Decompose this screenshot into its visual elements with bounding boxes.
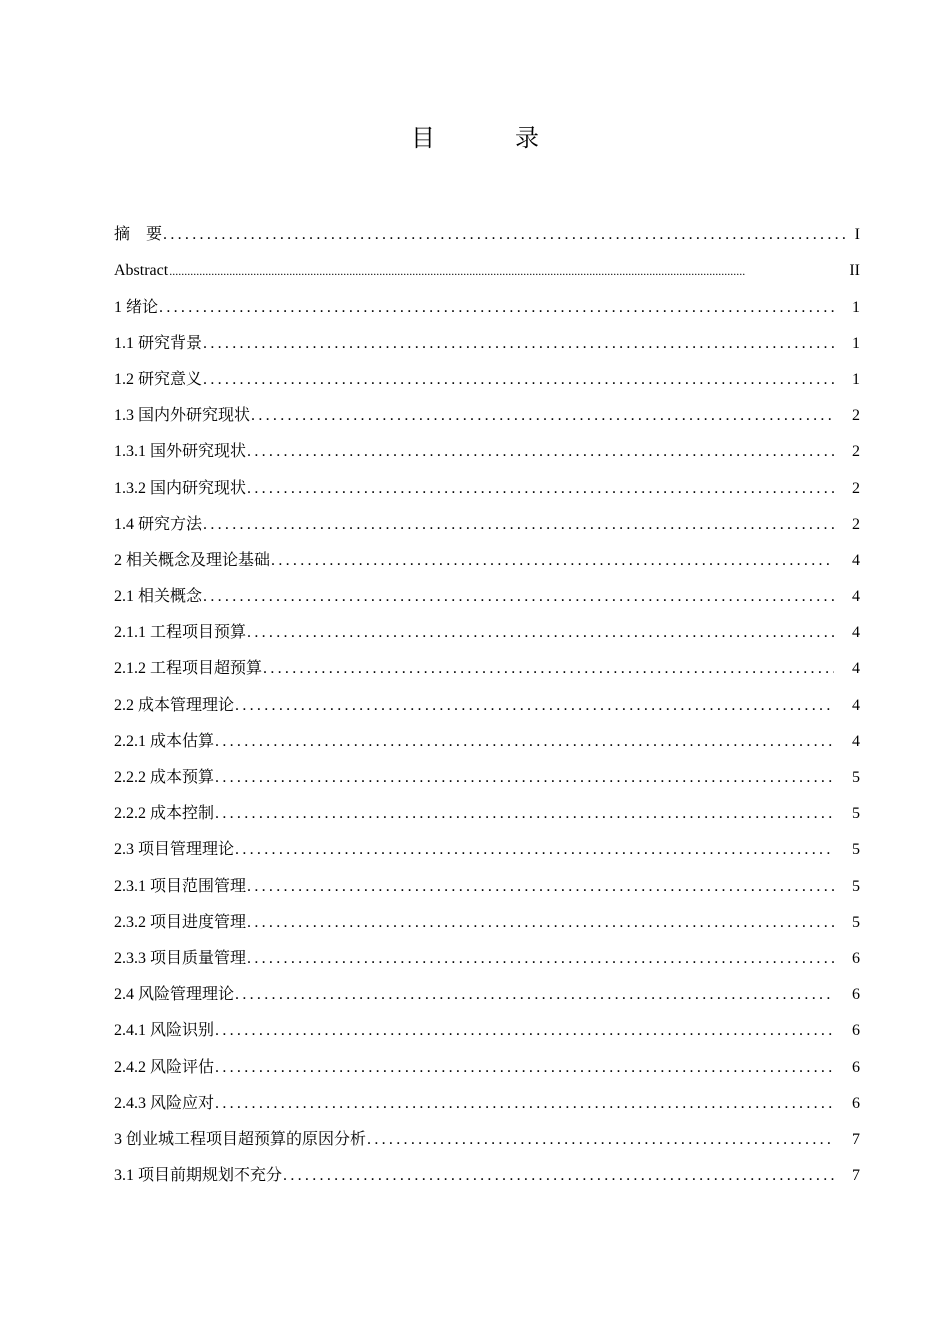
toc-entry-page: 2	[852, 443, 860, 461]
toc-entry[interactable]	[114, 969, 860, 1005]
toc-entry-label: 2.4.3 风险应对	[114, 1094, 215, 1112]
toc-entry-label: Abstract	[114, 262, 169, 280]
toc-entry[interactable]	[114, 716, 860, 752]
toc-entry-page: 1	[852, 334, 860, 352]
toc-entry-label: 2.2.2 成本控制	[114, 805, 215, 823]
toc-entry-page: 5	[852, 877, 860, 895]
toc-entry-label: 1.3 国内外研究现状	[114, 407, 251, 425]
toc-entry[interactable]	[114, 281, 860, 317]
dot-leader	[235, 840, 834, 860]
toc-entry[interactable]	[114, 318, 860, 354]
toc-entry-label: 1.3.1 国外研究现状	[114, 443, 247, 461]
dot-leader	[247, 913, 834, 933]
toc-entry-page: 7	[852, 1167, 860, 1185]
dot-leader	[247, 479, 834, 499]
toc-entry[interactable]	[114, 535, 860, 571]
toc-entry[interactable]	[114, 860, 860, 896]
toc-entry-label: 2.2.2 成本预算	[114, 769, 215, 786]
toc-entry[interactable]	[114, 679, 860, 715]
toc-entry-page: 7	[852, 1130, 860, 1148]
toc-entry-label: 2.3.1 项目范围管理	[114, 877, 247, 895]
toc-entry-label: 2.2.1 成本估算	[114, 732, 215, 750]
dot-leader	[203, 587, 834, 607]
toc-entry-label: 2.3 项目管理理论	[114, 841, 235, 859]
toc-entry-page: II	[849, 262, 860, 280]
toc-entry[interactable]	[114, 824, 860, 860]
dot-leader	[215, 1094, 834, 1114]
toc-entry-label: 1.2 研究意义	[114, 370, 203, 388]
toc-entry-page: 4	[852, 696, 860, 714]
toc-entry-abstract-en[interactable]	[114, 245, 860, 281]
dot-leader	[215, 768, 834, 788]
toc-entry-label: 2.4 风险管理理论	[114, 986, 235, 1004]
toc-entry[interactable]	[114, 788, 860, 824]
dot-leader	[215, 1058, 834, 1078]
dot-leader	[247, 949, 834, 969]
toc-entry[interactable]	[114, 390, 860, 426]
dot-leader	[247, 442, 834, 462]
dot-leader	[263, 659, 834, 679]
toc-entry-page: 5	[852, 805, 860, 823]
toc-entry[interactable]	[114, 752, 860, 788]
toc-entry-page: 2	[852, 407, 860, 425]
toc-entry-page: 5	[852, 769, 860, 786]
toc-entry[interactable]	[114, 643, 860, 679]
toc-entry-label: 1.4 研究方法	[114, 515, 203, 533]
dot-leader	[203, 370, 834, 390]
toc-entry-label: 摘 要	[114, 226, 163, 244]
toc-entry[interactable]	[114, 426, 860, 462]
dot-leader	[163, 225, 848, 245]
toc-entry-page: I	[854, 226, 860, 244]
toc-entry-label: 2.3.3 项目质量管理	[114, 949, 247, 967]
toc-entry-page: 1	[852, 298, 860, 316]
toc-entry-label: 2.4.1 风险识别	[114, 1022, 215, 1040]
toc-entry-label: 3.1 项目前期规划不充分	[114, 1167, 283, 1185]
dot-leader	[215, 732, 834, 752]
toc-entry-page: 6	[852, 949, 860, 967]
toc-entry-page: 6	[852, 1022, 860, 1040]
dot-leader	[235, 696, 834, 716]
dot-leader	[251, 406, 834, 426]
toc-entry-abstract-cn[interactable]	[114, 209, 860, 245]
page-title: 目 录	[411, 124, 567, 152]
toc-entry-page: 5	[852, 841, 860, 859]
toc-entry[interactable]	[114, 571, 860, 607]
toc-entry-page: 2	[852, 515, 860, 533]
toc-entry-page: 4	[852, 660, 860, 678]
dot-leader	[203, 515, 834, 535]
dot-leader	[283, 1166, 834, 1186]
dot-leader	[367, 1130, 834, 1150]
dot-leader	[203, 334, 834, 354]
toc-entry-label: 1 绪论	[114, 298, 159, 316]
toc-entry-label: 1.1 研究背景	[114, 334, 203, 352]
toc-entry-page: 6	[852, 986, 860, 1004]
toc-entry-page: 4	[852, 551, 860, 569]
toc-entry-label: 3 创业城工程项目超预算的原因分析	[114, 1130, 367, 1148]
dot-leader	[235, 985, 834, 1005]
toc-entry-label: 2.3.2 项目进度管理	[114, 913, 247, 931]
dot-leader	[271, 551, 834, 571]
toc-entry[interactable]	[114, 1078, 860, 1114]
toc-entry-page: 1	[852, 370, 860, 388]
toc-entry[interactable]	[114, 462, 860, 498]
table-of-contents	[114, 209, 860, 1186]
toc-entry[interactable]	[114, 897, 860, 933]
toc-entry-page: 4	[852, 588, 860, 606]
dot-leader	[247, 877, 834, 897]
toc-entry[interactable]	[114, 933, 860, 969]
toc-entry-page: 6	[852, 1058, 860, 1076]
dot-leader	[215, 804, 834, 824]
toc-entry-label: 1.3.2 国内研究现状	[114, 479, 247, 497]
toc-entry-page: 6	[852, 1094, 860, 1112]
toc-entry-label: 2.4.2 风险评估	[114, 1058, 215, 1076]
toc-entry[interactable]	[114, 1041, 860, 1077]
dot-leader	[159, 298, 834, 318]
toc-entry-label: 2.1.1 工程项目预算	[114, 624, 247, 642]
toc-entry-label: 2.2 成本管理理论	[114, 696, 235, 714]
dot-leader	[247, 623, 834, 643]
toc-entry-page: 4	[852, 624, 860, 642]
toc-entry-label: 2.1 相关概念	[114, 588, 203, 606]
toc-entry[interactable]	[114, 1005, 860, 1041]
toc-entry-label: 2.1.2 工程项目超预算	[114, 660, 263, 678]
toc-entry-label: 2 相关概念及理论基础	[114, 551, 271, 569]
toc-entry[interactable]	[114, 354, 860, 390]
toc-entry[interactable]	[114, 1150, 860, 1186]
dot-leader	[169, 261, 847, 281]
dot-leader	[215, 1021, 834, 1041]
toc-entry[interactable]	[114, 499, 860, 535]
toc-entry-page: 2	[852, 479, 860, 497]
toc-entry-page: 5	[852, 913, 860, 931]
toc-entry-page: 4	[852, 732, 860, 750]
toc-entry[interactable]	[114, 1114, 860, 1150]
toc-entry[interactable]	[114, 607, 860, 643]
